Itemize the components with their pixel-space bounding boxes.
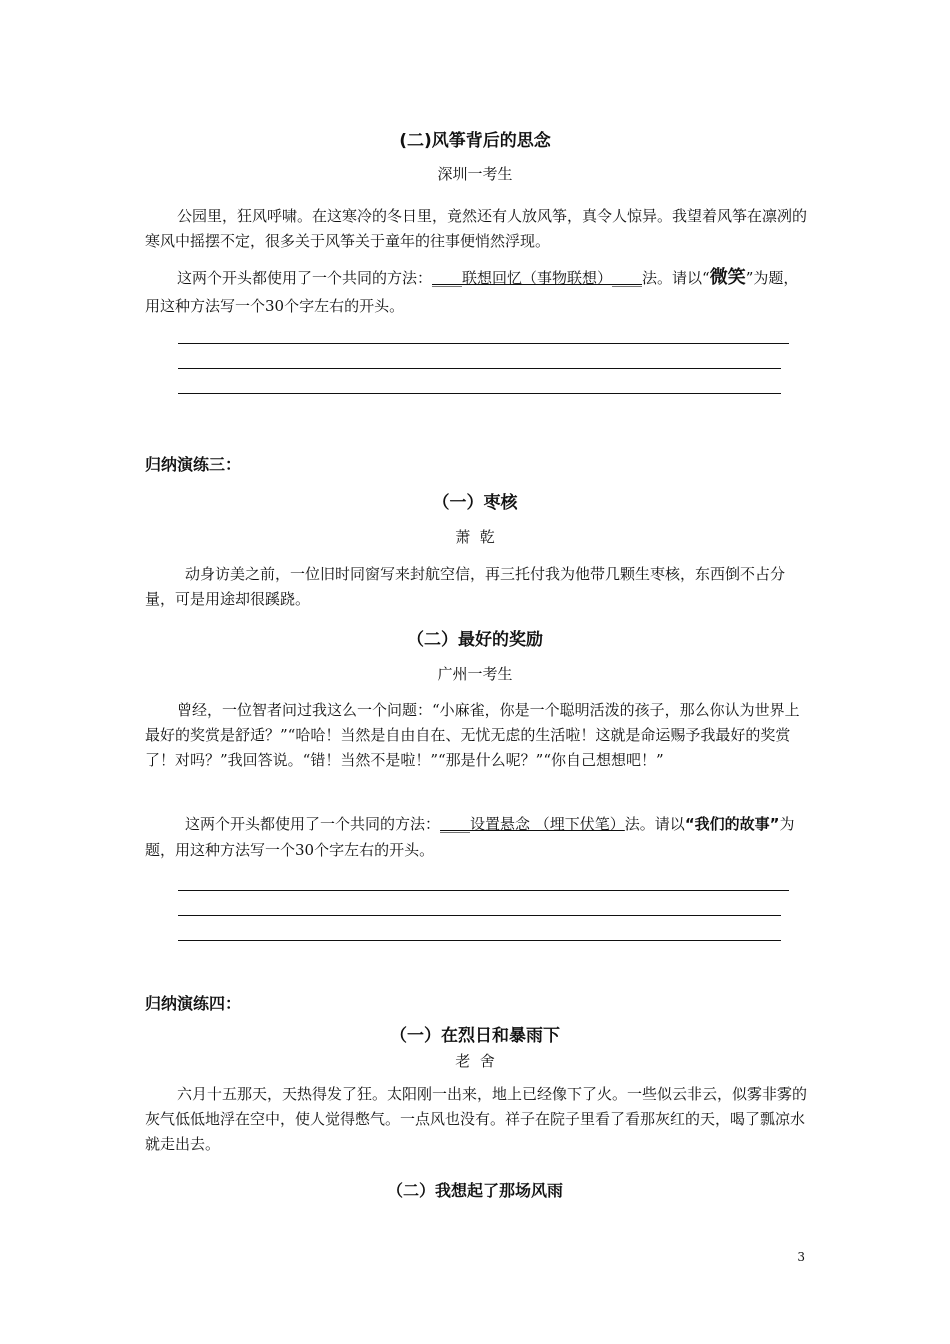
task1-suffix: ”为题，用这种方法写一个30个字左右的开头。	[145, 269, 799, 315]
task2-prefix: 这两个开头都使用了一个共同的方法：	[185, 815, 441, 833]
section2-paragraph	[145, 204, 810, 254]
answer-line-6	[178, 940, 781, 941]
e3-title-2: （二）最好的奖励	[407, 630, 543, 650]
e3-title-1: （一）枣核	[432, 493, 518, 513]
section2-paragraph-text: 公园里，狂风呼啸。在这寒冷的冬日里，竟然还有人放风筝，真令人惊异。我望着风筝在凛冽的寒风中摇摆不定，很多关于风筝关于童年的往事便悄然浮现。	[145, 207, 808, 250]
task1-instruction	[145, 264, 810, 320]
task2-mid: 法。请以	[624, 815, 685, 833]
e4-author-1: 老 舍	[455, 1052, 495, 1070]
heading-exercise-3: 归纳演练三：	[145, 455, 242, 474]
task1-answer: ____联想回忆（事物联想）____	[432, 269, 643, 287]
task2-suffix: 为题，用这种方法写一个30个字左右的开头。	[145, 815, 795, 859]
task2-instruction	[145, 811, 810, 863]
e3-paragraph-2-text: 曾经，一位智者问过我这么一个问题：“小麻雀，你是一个聪明活泼的孩子，那么你认为世界上最好的奖赏是舒适？”“哈哈！当然是自由自在、无忧无虑的生活啦！这就是命运赐予我最好的奖赏了！对吗？”我回答说。“错！当然不是啦！”“那是什么呢？”“你自己想想吧！”	[145, 701, 800, 769]
section2-author: 深圳一考生	[437, 165, 513, 183]
e3-author-2: 广州一考生	[437, 665, 513, 683]
e4-paragraph-1	[145, 1082, 810, 1157]
page-number: 3	[797, 1250, 805, 1264]
answer-line-5	[178, 915, 781, 916]
e3-author-1: 萧 乾	[455, 528, 495, 546]
answer-line-1	[178, 343, 789, 344]
task2-answer: ____设置悬念 （埋下伏笔）	[440, 815, 625, 833]
task2-topic: “我们的故事”	[684, 815, 780, 833]
e3-paragraph-1-text: 动身访美之前，一位旧时同窗写来封航空信，再三托付我为他带几颗生枣核，东西倒不占分量，可是用途却很蹊跷。	[145, 565, 786, 608]
e3-paragraph-2	[145, 698, 810, 773]
answer-line-4	[178, 890, 789, 891]
heading-exercise-4: 归纳演练四：	[145, 994, 242, 1013]
answer-line-3	[178, 393, 781, 394]
e4-title-2: （二）我想起了那场风雨	[386, 1181, 563, 1200]
answer-line-2	[178, 368, 781, 369]
e4-paragraph-1-text: 六月十五那天，天热得发了狂。太阳刚一出来，地上已经像下了火。一些似云非云，似雾非雾的灰气低低地浮在空中，使人觉得憋气。一点风也没有。祥子在院子里看了看那灰红的天，喝了瓢凉水就走出去。	[145, 1085, 808, 1153]
task1-mid: 法。请以“	[642, 269, 710, 287]
section2-title: (二)风筝背后的思念	[399, 131, 551, 151]
task1-prefix: 这两个开头都使用了一个共同的方法：	[177, 269, 433, 287]
e3-paragraph-1	[145, 562, 810, 612]
e4-title-1: （一）在烈日和暴雨下	[390, 1026, 560, 1046]
task1-topic: 微笑	[709, 267, 746, 288]
